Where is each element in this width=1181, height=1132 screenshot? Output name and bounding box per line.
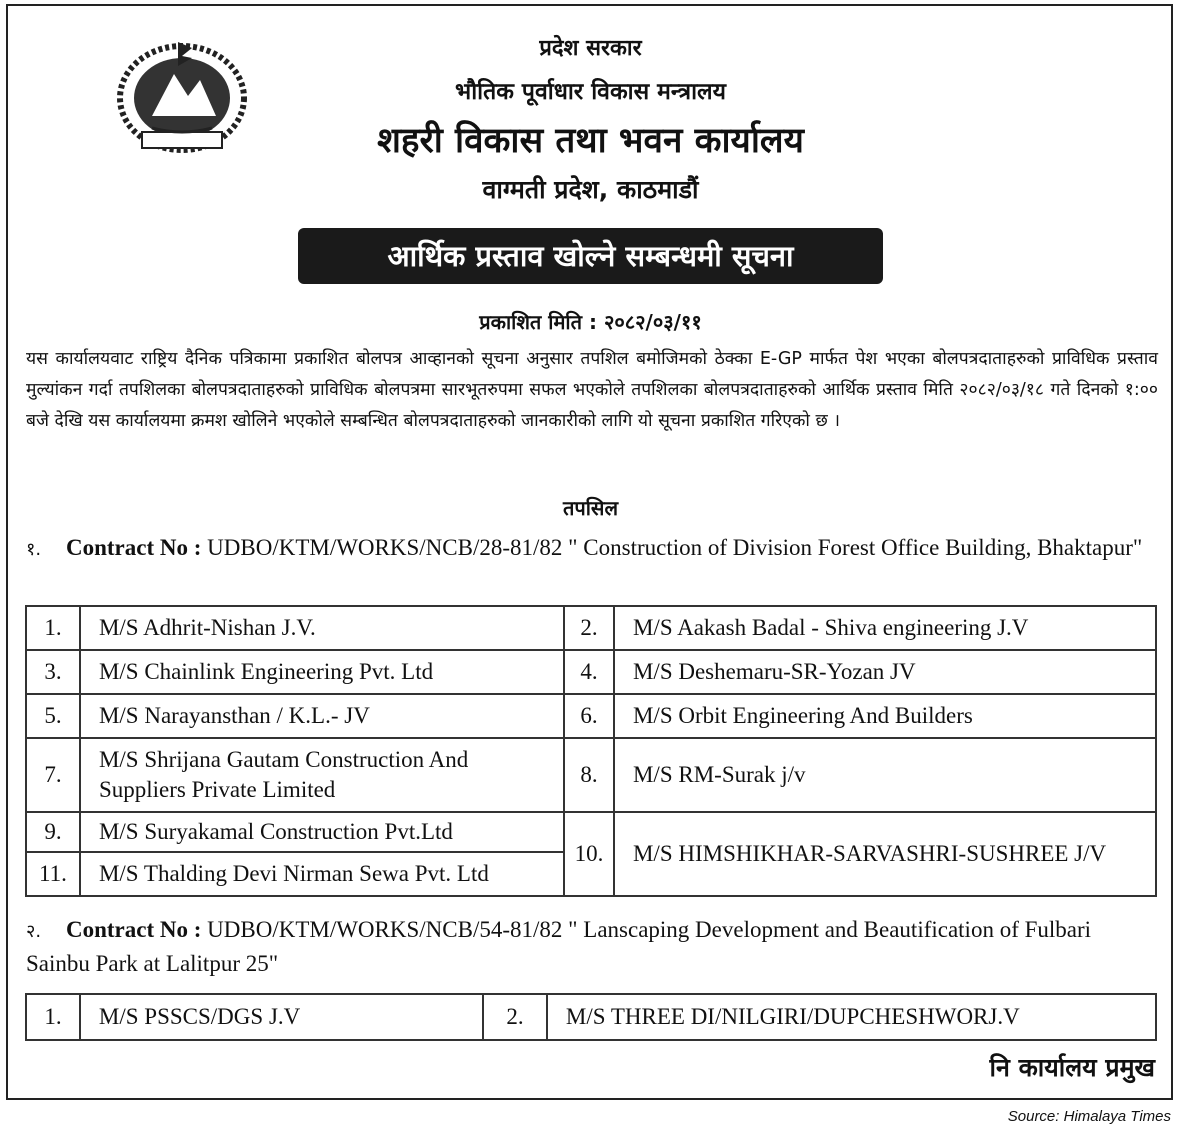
table-row <box>26 606 1156 650</box>
contract-label: Contract No : <box>66 535 202 560</box>
serial-number: 6. <box>564 694 614 738</box>
serial-number: 1. <box>26 606 80 650</box>
bidders-table-1 <box>25 605 1157 897</box>
serial-number: 1. <box>26 994 80 1040</box>
serial-number: 11. <box>26 852 80 896</box>
schedule-heading: तपसिल <box>562 496 619 520</box>
header-ministry: भौतिक पूर्वाधार विकास मन्त्रालय <box>455 79 726 105</box>
bidder-name: M/S Narayansthan / K.L.- JV <box>80 694 564 738</box>
bidder-name: M/S Aakash Badal - Shiva engineering J.V <box>614 606 1156 650</box>
serial-number: 3. <box>26 650 80 694</box>
contract-number: २. <box>26 921 42 942</box>
contract-description: UDBO/KTM/WORKS/NCB/54-81/82 " Lanscaping Development and Beautification of Fulbari Sainbu Park at Lalitpur 25" <box>26 917 1092 976</box>
table-row <box>26 994 1156 1040</box>
notice-body: यस कार्यालयवाट राष्ट्रिय दैनिक पत्रिकामा प्रकाशित बोलपत्र आव्हानको सूचना अनुसार तपशिल बमोजिमको ठेक्का E-GP मार्फत पेश भएका बोलपत्रदाताहरुको प्राविधिक प्रस्ताव मुल्यांकन गर्दा तपशिलका बोलपत्रदाताहरुको प्राविधिक बोलपत्रमा सारभूतरुपमा सफल भएकोले तपशिलका बोलपत्रदाताहरुको आर्थिक प्रस्ताव मिति २०८२/०३/१८ गते दिनको १:०० बजे देखि यस कार्यालयमा क्रमश खोलिने भएकोले सम्बन्धित बोलपत्रदाताहरुको जानकारीको लागि यो सूचना प्रकाशित गरिएको छ । <box>26 349 1158 431</box>
bidder-name: M/S RM-Surak j/v <box>614 738 1156 812</box>
table-row <box>26 738 1156 812</box>
serial-number: 5. <box>26 694 80 738</box>
table-row <box>26 812 1156 852</box>
header-office: शहरी विकास तथा भवन कार्यालय <box>377 121 804 161</box>
contract-label: Contract No : <box>66 917 202 942</box>
contract-description: UDBO/KTM/WORKS/NCB/28-81/82 " Construction of Division Forest Office Building, Bhaktapur" <box>207 535 1143 560</box>
bidder-name: M/S Shrijana Gautam Construction And Suppliers Private Limited <box>80 738 564 812</box>
serial-number: 4. <box>564 650 614 694</box>
bidder-name: M/S THREE DI/NILGIRI/DUPCHESHWORJ.V <box>547 994 1156 1040</box>
serial-number: 7. <box>26 738 80 812</box>
table-row <box>26 694 1156 738</box>
published-date: प्रकाशित मिति : २०८२/०३/११ <box>479 310 702 334</box>
contract-1 <box>26 532 1158 566</box>
header-location: वाग्मती प्रदेश, काठमाडौं <box>482 175 699 204</box>
notice-title-banner: आर्थिक प्रस्ताव खोल्ने सम्बन्धमी सूचना <box>298 228 883 284</box>
header-province: प्रदेश सरकार <box>539 36 642 61</box>
contract-2 <box>26 914 1158 980</box>
table-row <box>26 650 1156 694</box>
serial-number: 2. <box>564 606 614 650</box>
signatory-title: नि कार्यालय प्रमुख <box>989 1053 1155 1082</box>
serial-number: 8. <box>564 738 614 812</box>
bidder-name: M/S Deshemaru-SR-Yozan JV <box>614 650 1156 694</box>
bidder-name: M/S Orbit Engineering And Builders <box>614 694 1156 738</box>
bidders-table-2 <box>25 993 1157 1041</box>
contract-number: १. <box>26 539 42 560</box>
serial-number: 10. <box>564 812 614 896</box>
bidder-name: M/S PSSCS/DGS J.V <box>80 994 483 1040</box>
serial-number: 9. <box>26 812 80 852</box>
bidder-name: M/S Adhrit-Nishan J.V. <box>80 606 564 650</box>
bidder-name: M/S Suryakamal Construction Pvt.Ltd <box>80 812 564 852</box>
serial-number: 2. <box>483 994 547 1040</box>
bidder-name: M/S Chainlink Engineering Pvt. Ltd <box>80 650 564 694</box>
source-credit: Source: Himalaya Times <box>1007 1108 1171 1125</box>
bidder-name: M/S Thalding Devi Nirman Sewa Pvt. Ltd <box>80 852 564 896</box>
bidder-name: M/S HIMSHIKHAR-SARVASHRI-SUSHREE J/V <box>614 812 1156 896</box>
